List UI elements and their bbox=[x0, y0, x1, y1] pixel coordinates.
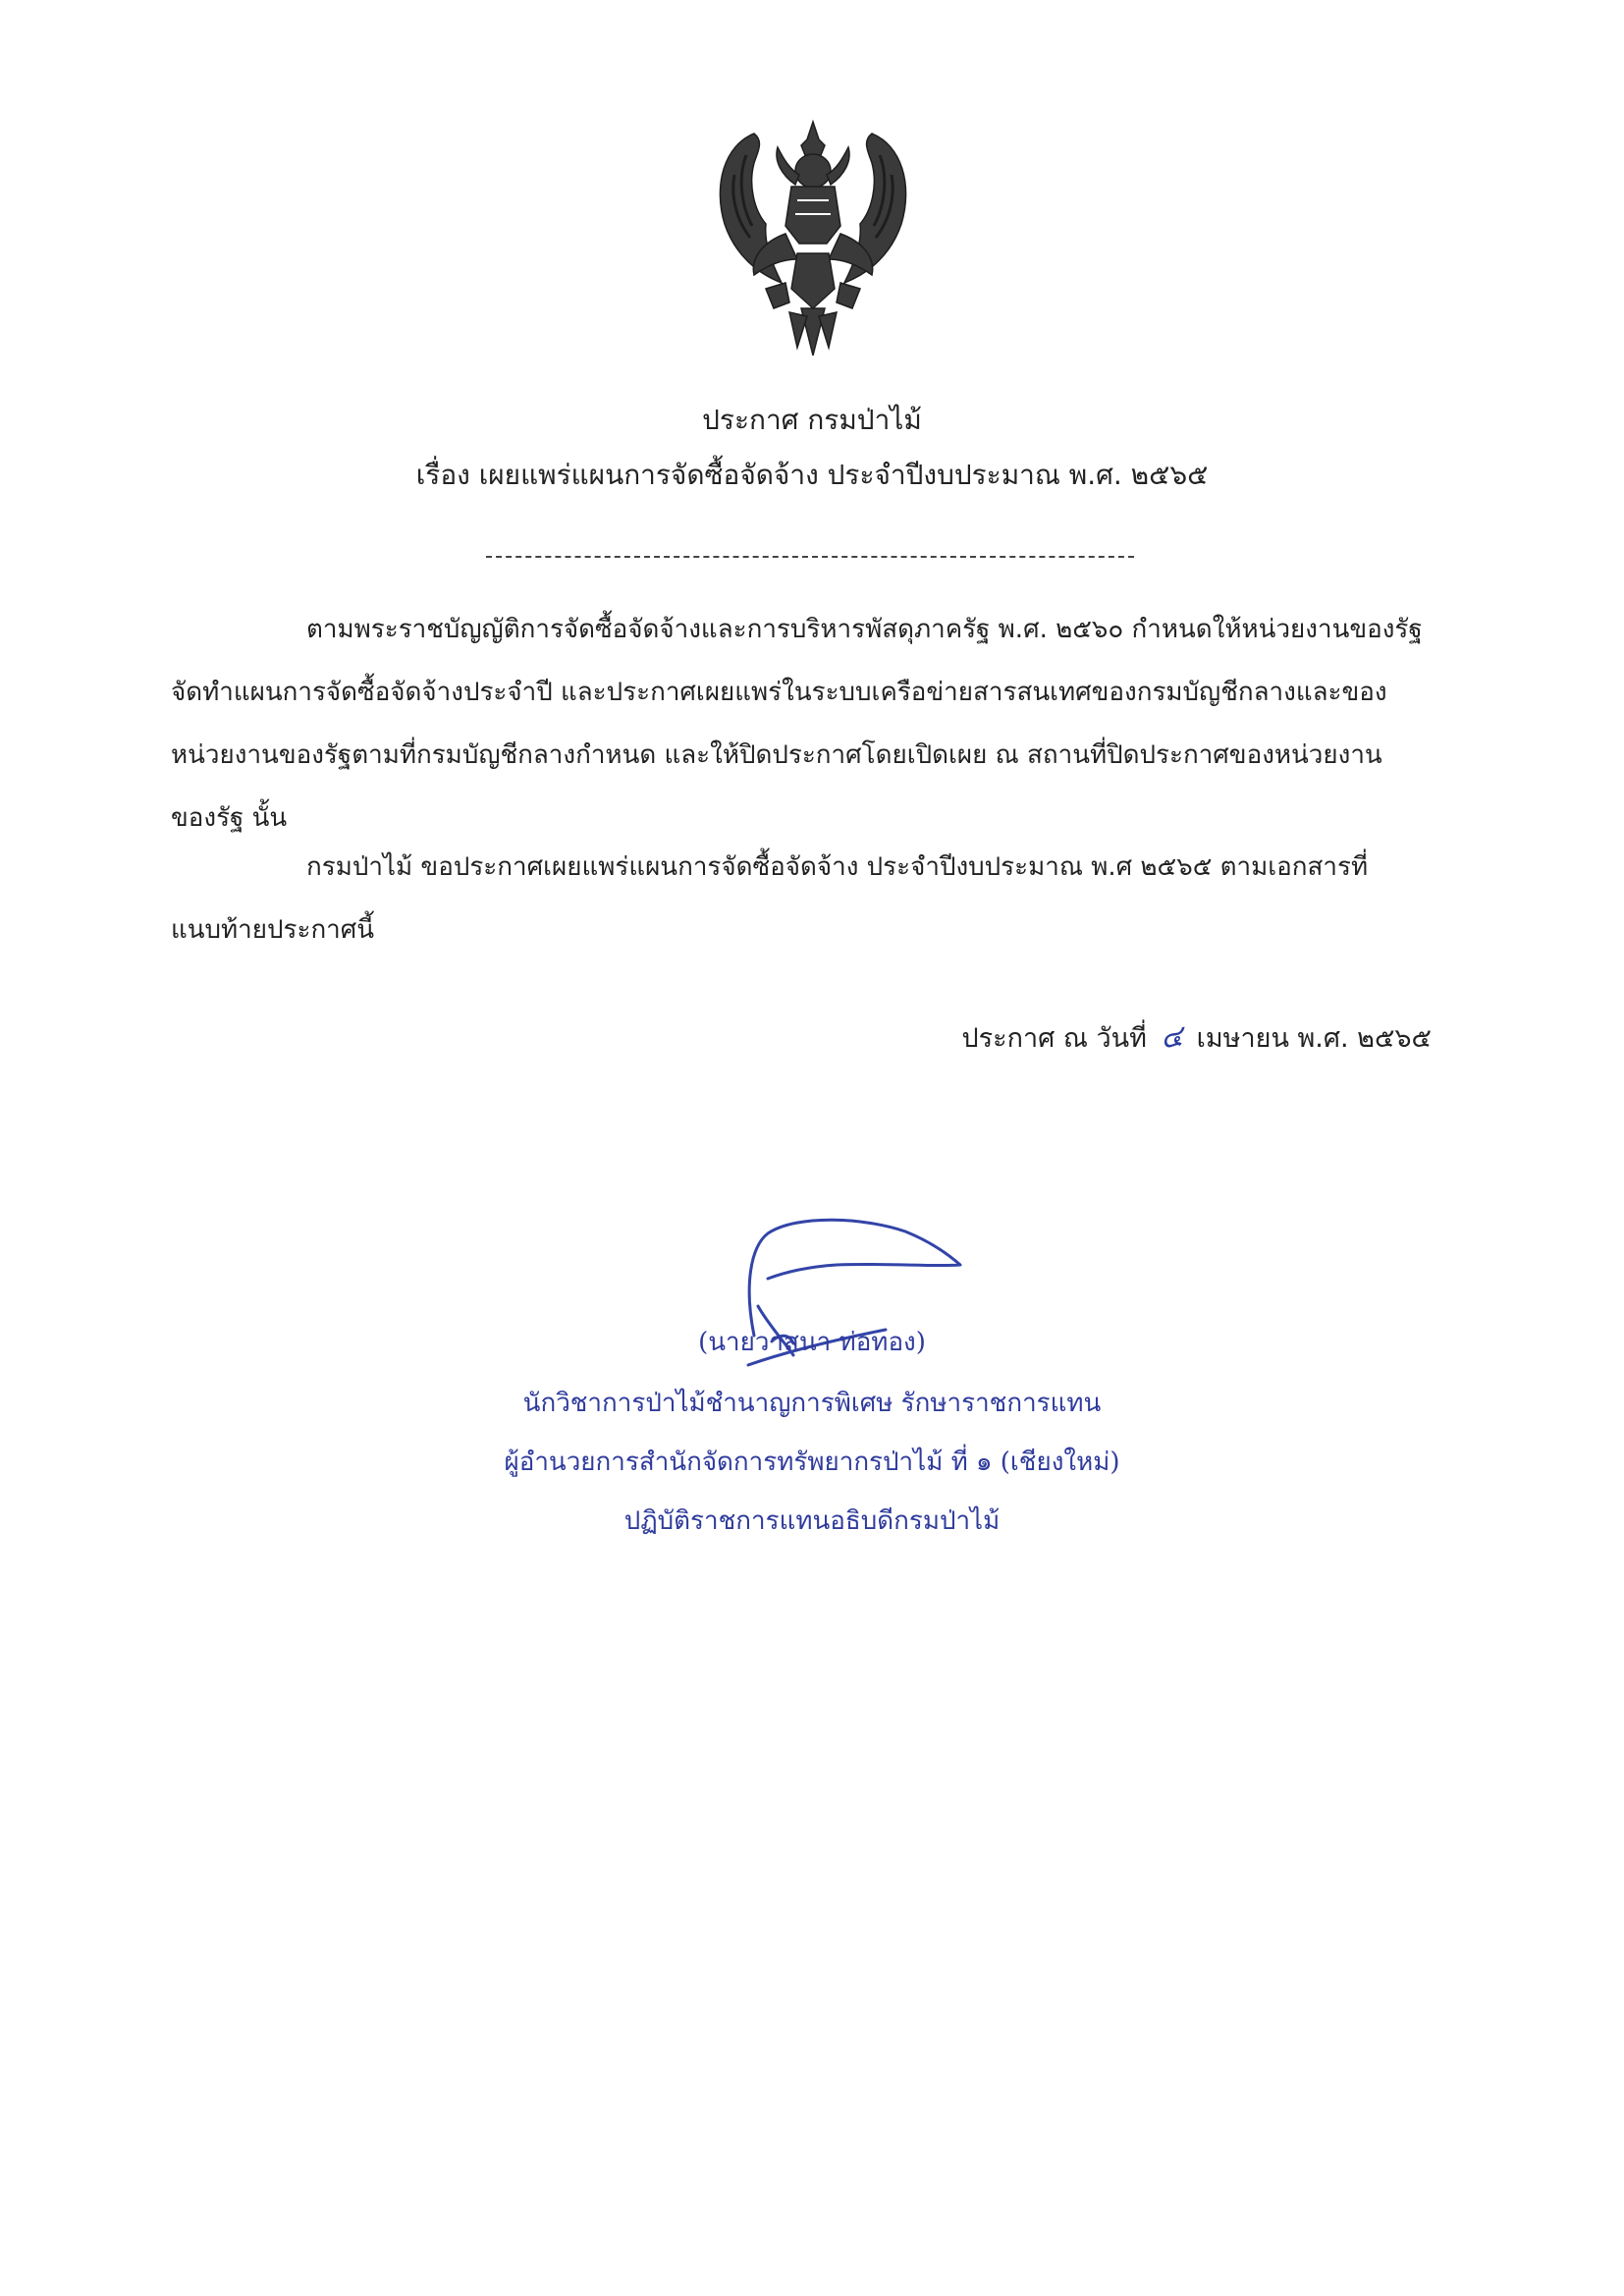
paragraph2-line2: แนบท้ายประกาศนี้ bbox=[171, 915, 375, 945]
paragraph1-line3: หน่วยงานของรัฐตามที่กรมบัญชีกลางกำหนด และให้ปิดประกาศโดยเปิดเผย ณ สถานที่ปิดประกาศของหน่วยงาน bbox=[171, 740, 1382, 770]
date-suffix: เมษายน พ.ศ. ๒๕๖๕ bbox=[1196, 1023, 1432, 1054]
signatory-position-2: ผู้อำนวยการสำนักจัดการทรัพยากรป่าไม้ ที่ ๑ (เชียงใหม่) bbox=[504, 1448, 1120, 1477]
signatory-name: (นายวาสนา ท่อทอง) bbox=[698, 1328, 926, 1357]
paragraph1-line4: ของรัฐ นั้น bbox=[171, 803, 288, 833]
paragraph2-line1: กรมป่าไม้ ขอประกาศเผยแพร่แผนการจัดซื้อจัดจ้าง ประจำปีงบประมาณ พ.ศ ๒๕๖๕ ตามเอกสารที่ bbox=[306, 852, 1369, 882]
signatory-position-1: นักวิชาการป่าไม้ชำนาญการพิเศษ รักษาราชการแทน bbox=[522, 1389, 1102, 1418]
paragraph1-line1: ตามพระราชบัญญัติการจัดซื้อจัดจ้างและการบริหารพัสดุภาครัฐ พ.ศ. ๒๕๖๐ กำหนดให้หน่วยงานของรัฐ bbox=[306, 615, 1423, 644]
dashed-divider bbox=[486, 556, 1134, 558]
paragraph1-line2: จัดทำแผนการจัดซื้อจัดจ้างประจำปี และประกาศเผยแพร่ในระบบเครือข่ายสารสนเทศของกรมบัญชีกลางและของ bbox=[171, 678, 1387, 707]
announcement-date bbox=[961, 1018, 1432, 1057]
signatory-position-3: ปฏิบัติราชการแทนอธิบดีกรมป่าไม้ bbox=[623, 1506, 1001, 1536]
date-prefix: ประกาศ ณ วันที่ bbox=[961, 1023, 1147, 1054]
announcement-title: ประกาศ กรมป่าไม้ bbox=[702, 404, 922, 436]
date-day-handwritten: ๔ bbox=[1158, 1018, 1185, 1057]
announcement-subject: เรื่อง เผยแพร่แผนการจัดซื้อจัดจ้าง ประจำปีงบประมาณ พ.ศ. ๒๕๖๕ bbox=[415, 459, 1209, 491]
garuda-emblem-icon bbox=[695, 116, 931, 361]
